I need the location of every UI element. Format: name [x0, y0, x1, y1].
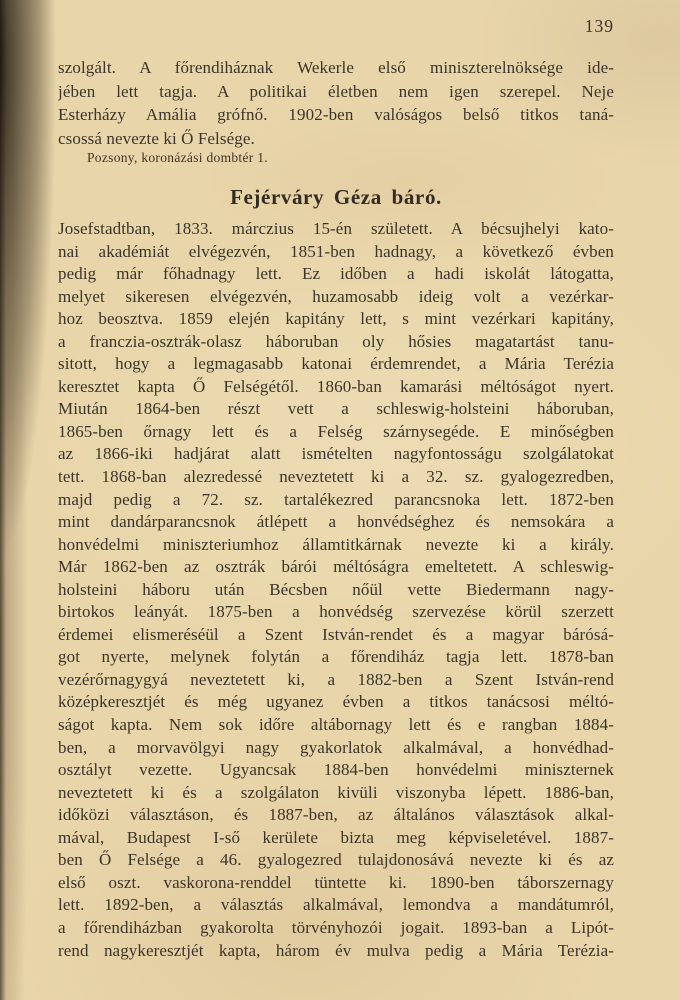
- text-line: osztályt vezette. Ugyancsak 1884-ben honvédelmi miniszternek: [58, 760, 614, 780]
- text-line: got nyerte, melynek folytán a főrendiház tagja lett. 1878-ban: [58, 647, 614, 667]
- text-line: melyet sikeresen elvégezvén, huzamosabb ideig volt a vezérkar-: [58, 286, 614, 306]
- text-line: ben Ő Felsége a 46. gyalogezred tulajdonosává nevezte ki és az: [58, 850, 614, 870]
- text-line: sitott, hogy a legmagasabb katonai érdemrendet, a Mária Terézia: [58, 354, 614, 374]
- text-line: keresztet kapta Ő Felségétől. 1860-ban kamarási méltóságot nyert.: [58, 376, 614, 396]
- text-line: időközi választáson, és 1887-ben, az általános választások alkal-: [58, 805, 614, 825]
- text-line: első oszt. vaskorona-renddel tüntette ki. 1890-ben táborszernagy: [58, 872, 614, 892]
- text-line: Esterházy Amália grófnő. 1902-ben valóságos belső titkos taná-: [58, 105, 614, 124]
- page-number: 139: [584, 16, 614, 36]
- text-line: tett. 1868-ban alezredessé neveztetett ki a 32. sz. gyalogezredben,: [58, 467, 614, 487]
- text-line: Miután 1864-ben részt vett a schleswig-holsteini háboruban,: [58, 399, 614, 419]
- biography-paragraph: [58, 218, 614, 962]
- text-line: nai akadémiát elvégezvén, 1851-ben hadnagy, a következő évben: [58, 241, 614, 261]
- text-line: vezérőrnagygyá neveztetett ki, a 1882-ben a Szent István-rend: [58, 669, 614, 689]
- text-line: mával, Budapest I-ső kerülete bizta meg képviseletével. 1887-: [58, 827, 614, 847]
- text-line: ben, a morvavölgyi nagy gyakorlatok alkalmával, a honvédhad-: [58, 737, 614, 757]
- binding-shadow: [0, 0, 6, 1000]
- text-line: a főrendiházban gyakorolta törvényhozói jogait. 1893-ban a Lipót-: [58, 917, 614, 937]
- text-line: a franczia-osztrák-olasz háboruban oly hősies magatartást tanu-: [58, 331, 614, 351]
- text-line: szolgált. A főrendiháznak Wekerle első miniszterelnöksége ide-: [58, 58, 614, 77]
- text-line: érdemei elismeréséül a Szent István-rendet és a magyar bárósá-: [58, 624, 614, 644]
- text-line: Josefstadtban, 1833. márczius 15-én született. A bécsujhelyi kato-: [58, 219, 614, 238]
- intro-paragraph: [58, 56, 614, 150]
- text-line: rend nagykeresztjét kapta, három év mulva pedig a Mária Terézia-: [58, 940, 614, 960]
- text-line: az 1866-iki hadjárat alatt ismételten nagyfontosságu szolgálatokat: [58, 444, 614, 464]
- text-line: ságot kapta. Nem sok időre altábornagy lett és e rangban 1884-: [58, 715, 614, 735]
- section-heading: Fejérváry Géza báró.: [230, 185, 442, 209]
- text-line: csossá nevezte ki Ő Felsége.: [58, 128, 255, 148]
- text-line: neveztetett ki és a szolgálaton kivüli viszonyba lépett. 1886-ban,: [58, 782, 614, 802]
- text-line: Már 1862-ben az osztrák bárói méltóságra emeltetett. A schleswig-: [58, 557, 614, 577]
- text-line: 1865-ben őrnagy lett és a Felség szárnysegéde. E minőségben: [58, 421, 614, 441]
- text-line: birtokos leányát. 1875-ben a honvédség szervezése körül szerzett: [58, 602, 614, 622]
- text-line: holsteini háboru után Bécsben nőül vette Biedermann nagy-: [58, 579, 614, 599]
- text-line: hoz beosztva. 1859 elején kapitány lett, s mint vezérkari kapitány,: [58, 309, 614, 329]
- text-line: középkeresztjét és még ugyanez évben a titkos tanácsosi méltó-: [58, 692, 614, 712]
- text-line: pedig már főhadnagy lett. Ez időben a hadi iskolát látogatta,: [58, 264, 614, 284]
- text-line: mint dandárparancsnok átlépett a honvédséghez és nemsokára a: [58, 512, 614, 532]
- text-line: majd pedig a 72. sz. tartalékezred parancsnoka lett. 1872-ben: [58, 489, 614, 509]
- text-line: honvédelmi miniszteriumhoz államtitkárnak nevezte ki a király.: [58, 534, 614, 554]
- text-line: jében lett tagja. A politikai életben nem igen szerepel. Neje: [58, 81, 614, 101]
- address-line: Pozsony, koronázási dombtér 1.: [87, 150, 268, 165]
- text-line: lett. 1892-ben, a választás alkalmával, lemondva a mandátumról,: [58, 895, 614, 915]
